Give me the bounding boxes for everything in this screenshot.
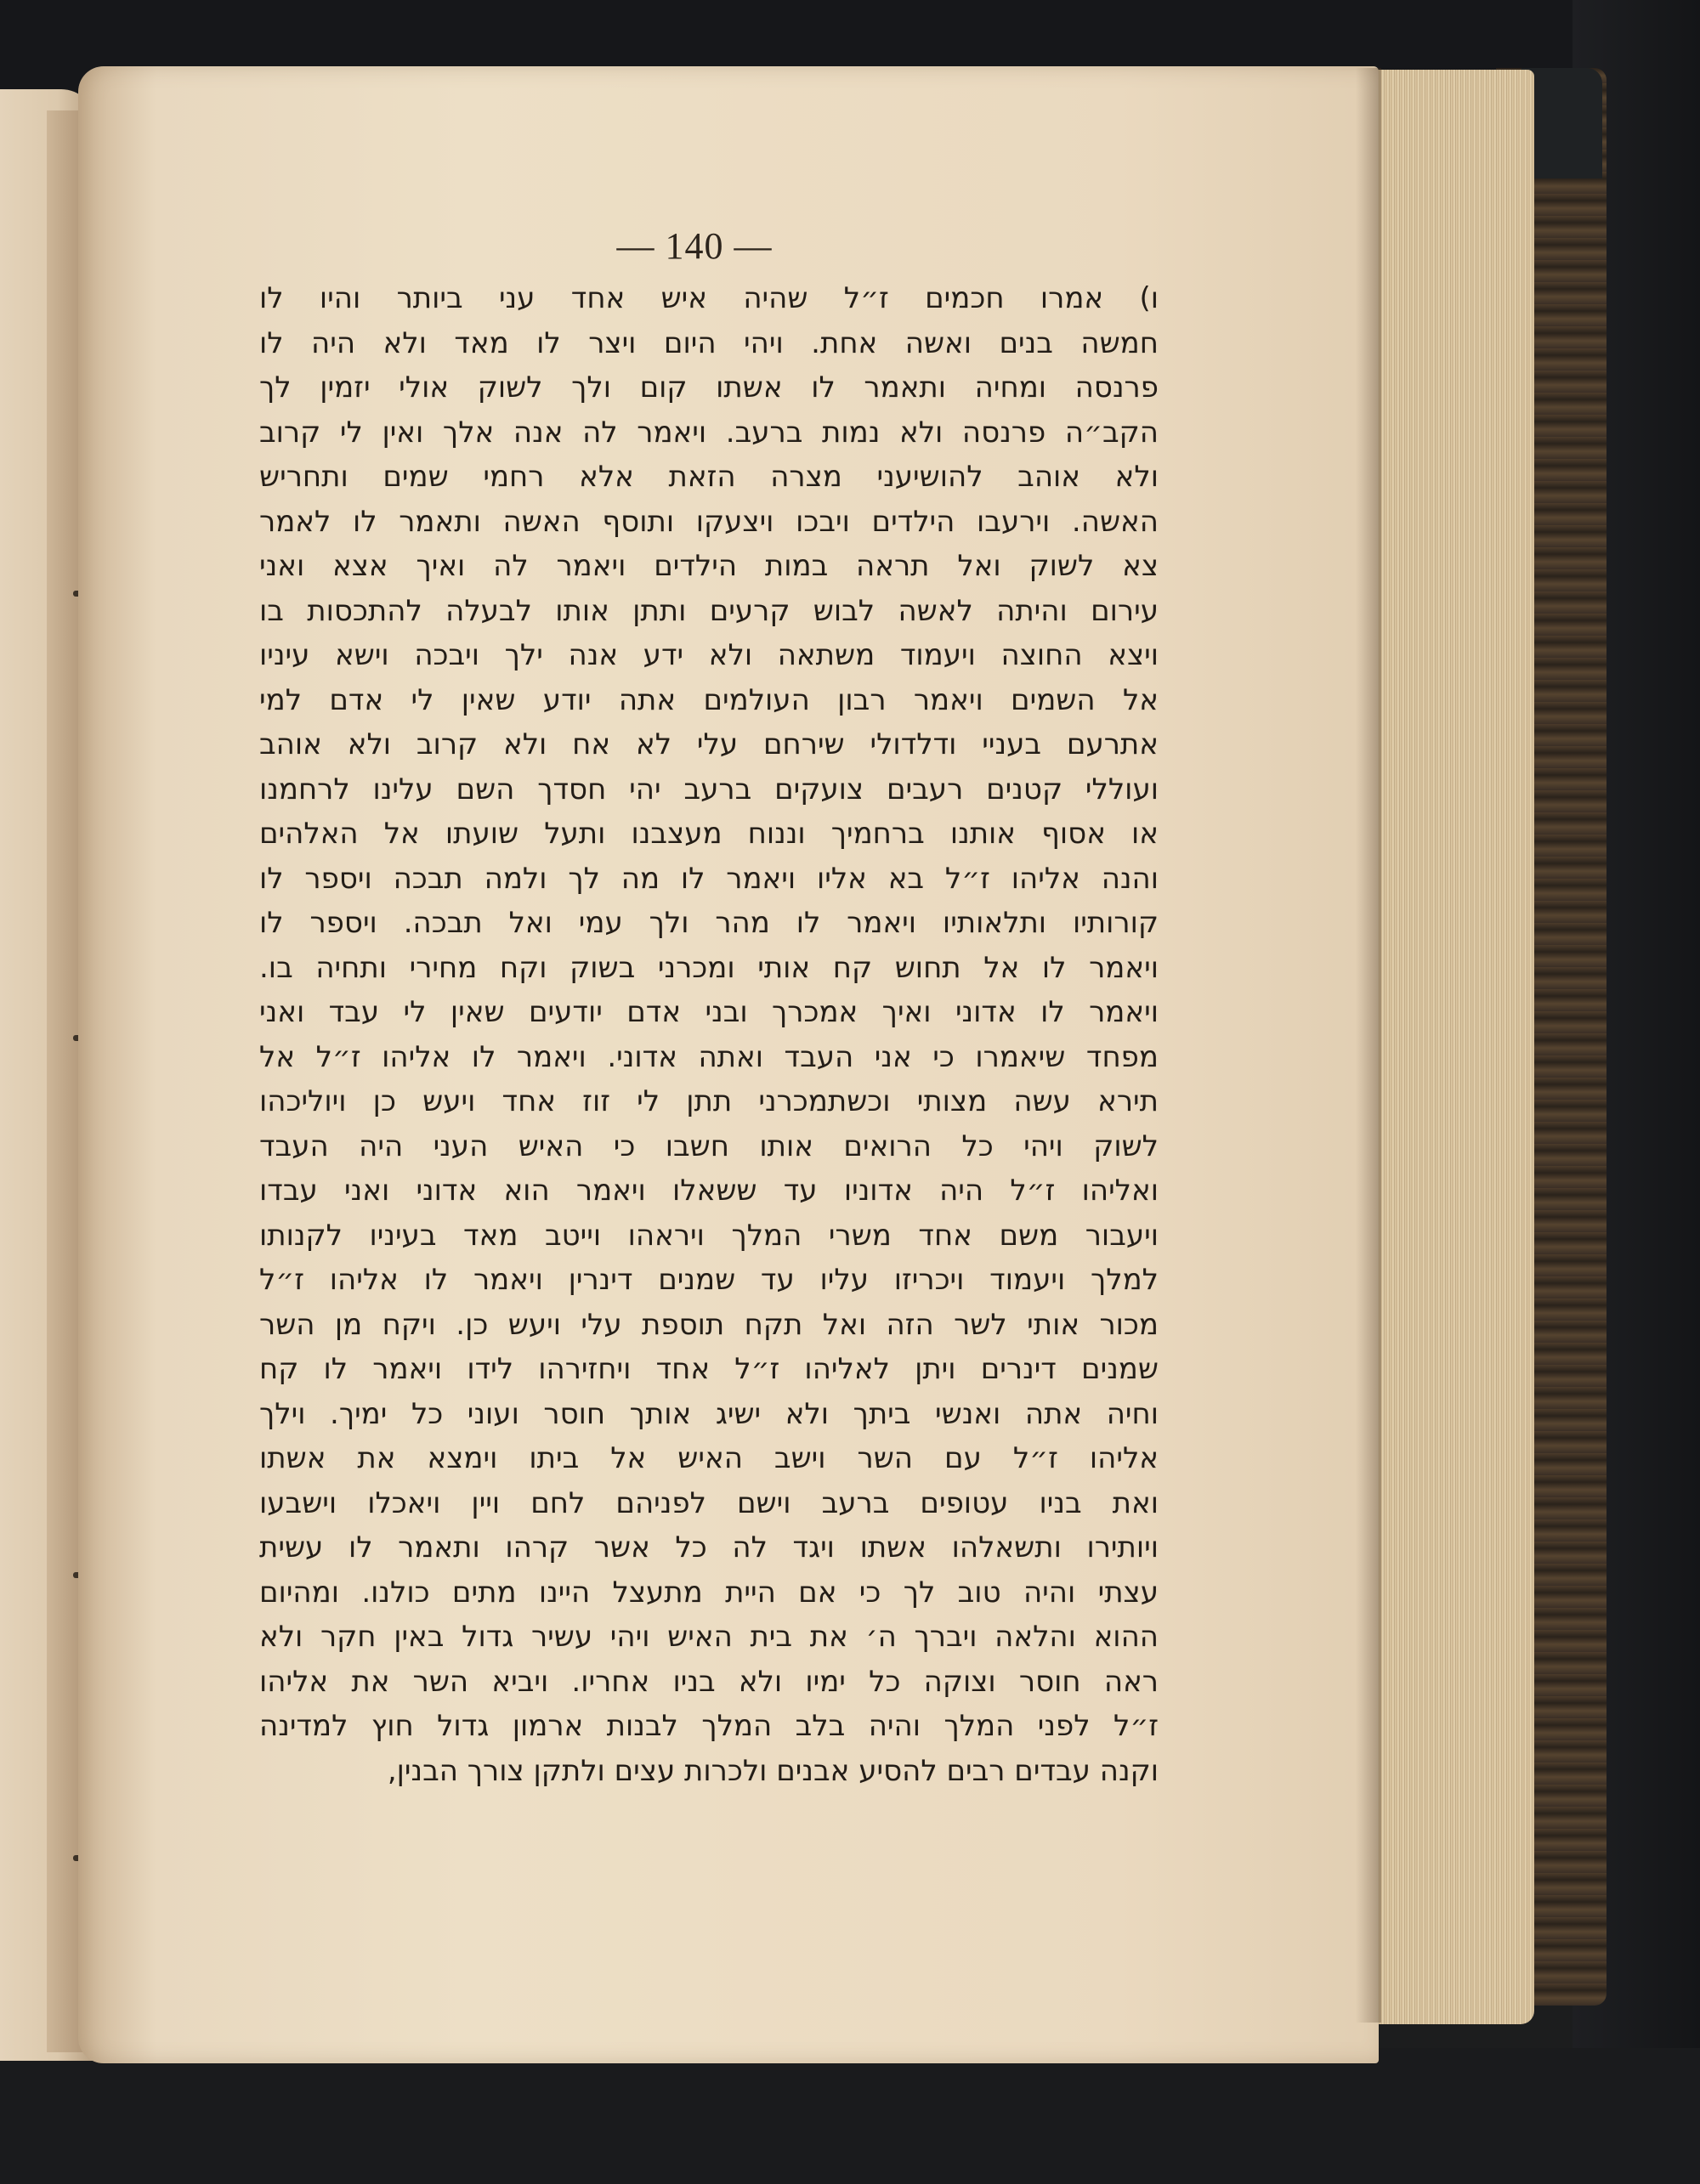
text-line: עירום והיתה לאשה לבוש קרעים ותתן אותו לבעלה להתכסות בו (259, 593, 1159, 628)
text-line: ולא אוהב להושיעני מצרה הזאת אלא רחמי שמים ותחריש (259, 460, 1159, 494)
page-block-edges (1364, 70, 1534, 2024)
text-line: ראה חוסר וצוקה כל ימיו ולא בניו אחריו. ויביא השר את אליהו (259, 1664, 1159, 1699)
text-line: שמנים דינרים ויתן לאליהו ז״ל אחד ויחזירהו לידו ויאמר לו קח (259, 1352, 1159, 1386)
text-line: אל השמים ויאמר רבון העולמים אתה יודע שאין לי אדם למי (259, 682, 1159, 717)
text-line: ויעבור משם אחד משרי המלך ויראהו וייטב מאד בעיניו לקנותו (259, 1218, 1159, 1253)
background-bottom (0, 2048, 1700, 2184)
text-line: אתרעם בעניי ודלדולי שירחם עלי לא אח ולא קרוב ולא אוהב (259, 727, 1159, 761)
text-line: ויאמר לו אדוני ואיך אמכרך ובני אדם יודעים שאין לי עבד ואני (259, 995, 1159, 1029)
text-line: צא לשוק ואל תראה במות הילדים ויאמר לה ואיך אצא ואני (259, 549, 1159, 583)
text-line: מפחד שיאמרו כי אני העבד ואתה אדוני. ויאמר לו אליהו ז״ל אל (259, 1039, 1159, 1074)
text-line: ו) אמרו חכמים ז״ל שהיה איש אחד עני ביותר והיו לו (259, 281, 1159, 315)
text-line: וקנה עבדים רבים להסיע אבנים ולכרות עצים ולתקן צורך הבנין, (387, 1753, 1159, 1788)
text-line: חמשה בנים ואשה אחת. ויהי היום ויצר לו מאד ולא היה לו (259, 325, 1159, 360)
text-line: תירא עשה מצותי וכשתמכרני תתן לי זוז אחד ויעש כן ויוליכהו (259, 1084, 1159, 1118)
text-line: למלך ויעמוד ויכריזו עליו עד שמנים דינרין ויאמר לו אליהו ז״ל (259, 1263, 1159, 1297)
text-line: ויותירו ותשאלהו אשתו ויגד לה כל אשר קרהו ותאמר לו עשית (259, 1530, 1159, 1564)
text-line: ועוללי קטנים רעבים צועקים ברעב יהי חסדך השם עלינו לרחמנו (259, 772, 1159, 806)
text-line: ואליהו ז״ל היה אדוניו עד ששאלו ויאמר הוא אדוני ואני עבדו (259, 1174, 1159, 1208)
text-line: והנה אליהו ז״ל בא אליו ויאמר לו מה לך ולמה תבכה ויספר לו (259, 861, 1159, 896)
text-line: או אסוף אותנו ברחמיך וננוח מעצבנו ותעל שועתו אל האלהים (259, 817, 1159, 851)
text-line: וחיה אתה ואנשי ביתך ולא ישיג אותך חוסר ועוני כל ימיך. וילך (259, 1396, 1159, 1431)
text-line: ז״ל לפני המלך והיה בלב המלך לבנות ארמון גדול חוץ למדינה (259, 1709, 1159, 1743)
text-line: קורותיו ותלאותיו ויאמר לו מהר ולך עמי ואל תבכה. ויספר לו (259, 906, 1159, 940)
text-line: מכור אותי לשר הזה ואל תקח תוספת עלי ויעש כן. ויקח מן השר (259, 1307, 1159, 1342)
page-edge-shadow (1356, 68, 1381, 2023)
text-line: לשוק ויהי כל הרואים אותו חשבו כי האיש העני היה העבד (259, 1129, 1159, 1163)
text-line: הקב״ה פרנסה ולא נמות ברעב. ויאמר לה אנה אלך ואין לי קרוב (259, 415, 1159, 450)
text-line: ויצא החוצה ויעמוד משתאה ולא ידע אנה ילך ויבכה וישא עיניו (259, 638, 1159, 672)
text-line: פרנסה ומחיה ותאמר לו אשתו קום ולך לשוק אולי יזמין לך (259, 371, 1159, 405)
page-number: — 140 — (616, 225, 773, 267)
text-line: ויאמר לו אל תחוש קח אותי ומכרני בשוק וקח מחירי ותחיה בו. (259, 950, 1159, 985)
text-line: עצתי והיה טוב לך כי אם היית מתעצל היינו מתים כולנו. ומהיום (259, 1575, 1159, 1610)
text-line: האשה. וירעבו הילדים ויבכו ויצעקו ותוסף האשה ותאמר לו לאמר (259, 504, 1159, 539)
text-line: ואת בניו עטופים ברעב וישם לפניהם לחם ויין ויאכלו וישבעו (259, 1485, 1159, 1520)
text-line: ההוא והלאה ויברך ה׳ את בית האיש ויהי עשיר גדול באין חקר ולא (259, 1620, 1159, 1654)
text-line: אליהו ז״ל עם השר וישב האיש אל ביתו וימצא את אשתו (259, 1441, 1159, 1475)
page-text (259, 276, 1159, 1865)
